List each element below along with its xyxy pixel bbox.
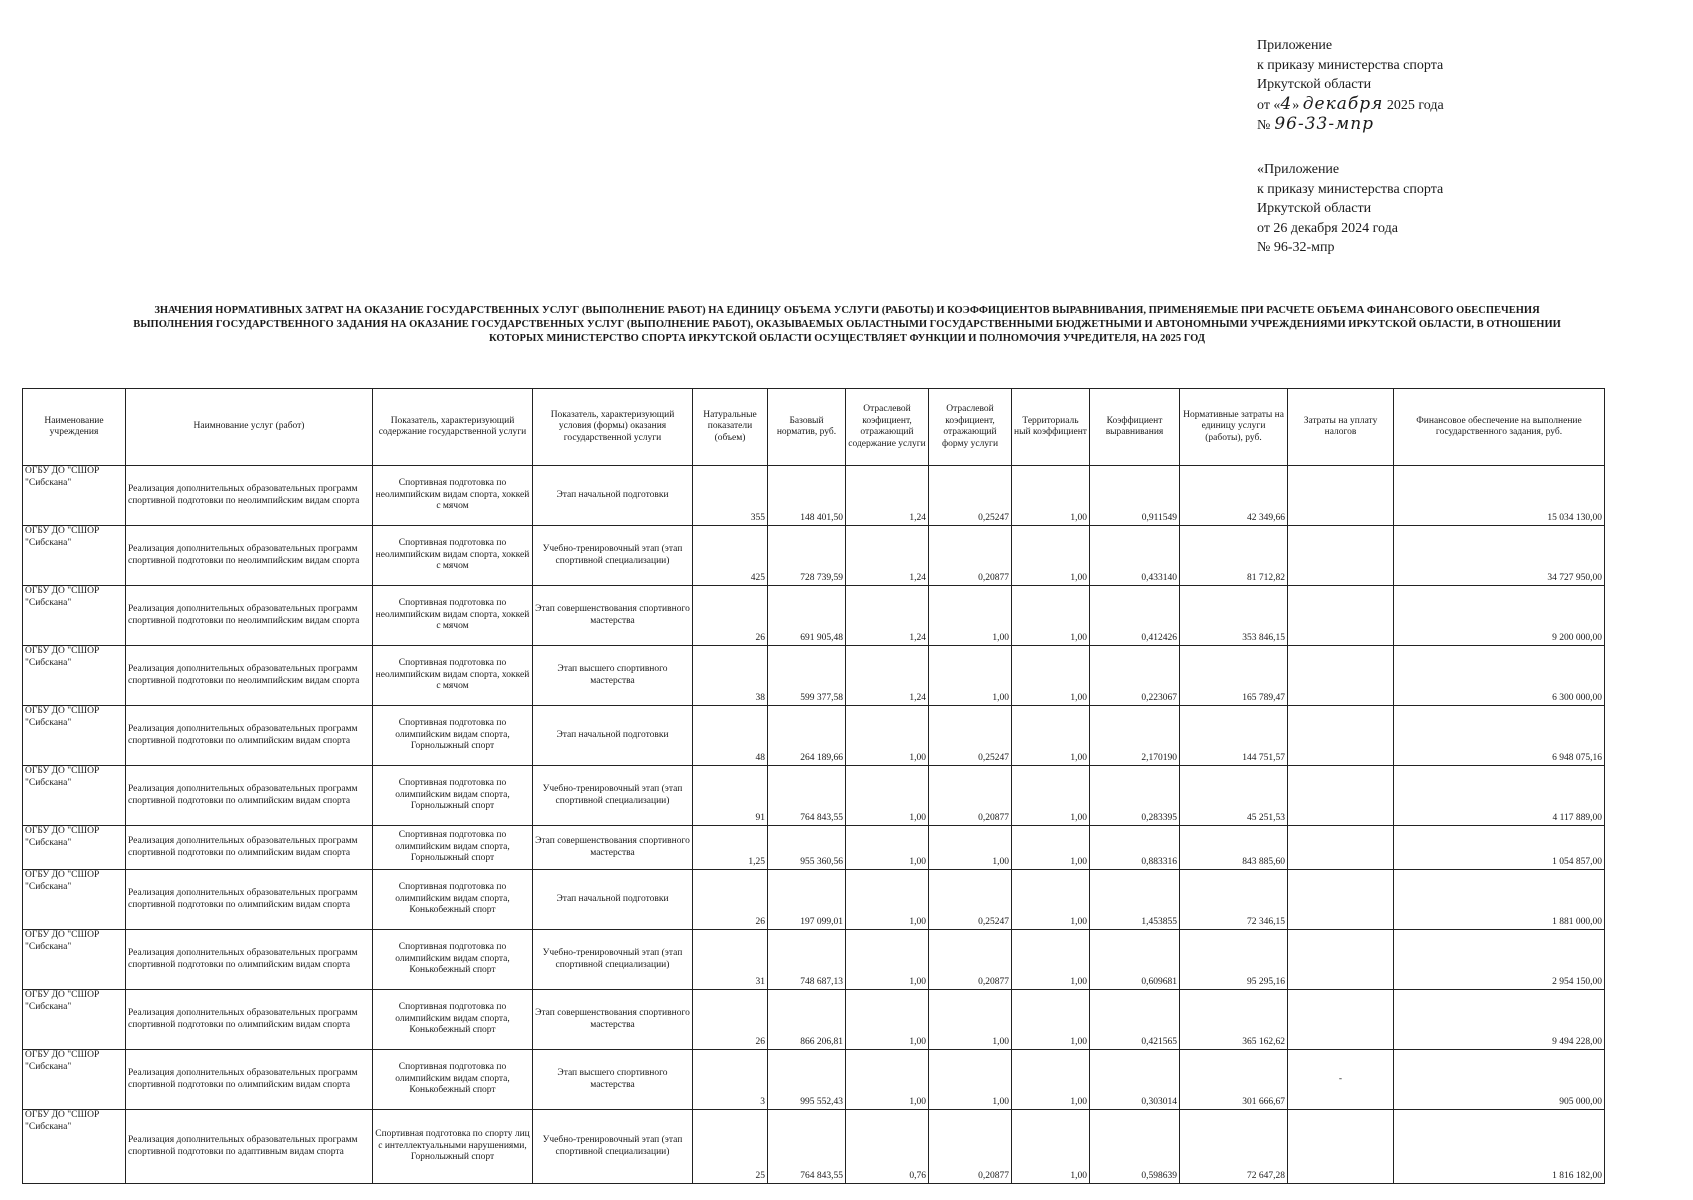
header-cell: Финансовое обеспечение на выполнение государственного задания, руб. [1394, 389, 1605, 466]
form-indicator-cell: Этап начальной подготовки [533, 706, 693, 766]
content-indicator-cell: Спортивная подготовка по олимпийским видам спорта, Конькобежный спорт [373, 990, 533, 1050]
header-cell: Отраслевой коэфициент, отражающий содержание услуги [846, 389, 929, 466]
alignment-coef-cell: 1,453855 [1090, 870, 1180, 930]
org-cell: ОГБУ ДО "СШОР "Сибскана" [23, 766, 126, 826]
tax-cell [1288, 766, 1394, 826]
service-cell: Реализация дополнительных образовательных программ спортивной подготовки по олимпийским видам спорта [126, 826, 373, 870]
header-cell: Отраслевой коэфициент, отражающий форму услуги [929, 389, 1012, 466]
content-indicator-cell: Спортивная подготовка по олимпийским видам спорта, Конькобежный спорт [373, 1050, 533, 1110]
unit-cost-cell: 301 666,67 [1180, 1050, 1288, 1110]
content-coef-cell: 1,00 [846, 1050, 929, 1110]
volume-cell: 31 [693, 930, 768, 990]
content-indicator-cell: Спортивная подготовка по неолимпийским видам спорта, хоккей с мячом [373, 646, 533, 706]
service-cell: Реализация дополнительных образовательных программ спортивной подготовки по олимпийским видам спорта [126, 870, 373, 930]
tax-cell [1288, 930, 1394, 990]
table-row [23, 870, 1605, 930]
territorial-coef-cell: 1,00 [1012, 930, 1090, 990]
form-indicator-cell: Учебно-тренировочный этап (этап спортивной специализации) [533, 1110, 693, 1184]
appendix-line: Иркутской области [1257, 77, 1372, 92]
appendix-line: от 26 декабря 2024 года [1257, 220, 1398, 236]
tax-cell [1288, 1110, 1394, 1184]
content-indicator-cell: Спортивная подготовка по олимпийским видам спорта, Горнолыжный спорт [373, 706, 533, 766]
base-norm-cell: 748 687,13 [768, 930, 846, 990]
finance-cell: 6 300 000,00 [1394, 646, 1605, 706]
appendix-date [1257, 95, 1444, 116]
finance-cell: 1 881 000,00 [1394, 870, 1605, 930]
finance-cell: 9 494 228,00 [1394, 990, 1605, 1050]
content-coef-cell: 1,00 [846, 766, 929, 826]
territorial-coef-cell: 1,00 [1012, 826, 1090, 870]
appendix-line: Приложение [1257, 38, 1333, 53]
volume-cell: 38 [693, 646, 768, 706]
base-norm-cell: 764 843,55 [768, 1110, 846, 1184]
unit-cost-cell: 365 162,62 [1180, 990, 1288, 1050]
territorial-coef-cell: 1,00 [1012, 586, 1090, 646]
territorial-coef-cell: 1,00 [1012, 1050, 1090, 1110]
content-coef-cell: 0,76 [846, 1110, 929, 1184]
appendix-line: Иркутской области [1257, 201, 1372, 216]
form-indicator-cell: Учебно-тренировочный этап (этап спортивной специализации) [533, 766, 693, 826]
number-handwritten: 96-33-мпр [1274, 114, 1375, 134]
service-cell: Реализация дополнительных образовательных программ спортивной подготовки по неолимпийским видам спорта [126, 526, 373, 586]
appendix-header [1257, 36, 1444, 136]
content-indicator-cell: Спортивная подготовка по олимпийским видам спорта, Конькобежный спорт [373, 870, 533, 930]
table-header-row [23, 389, 1605, 466]
table-row [23, 930, 1605, 990]
normative-costs-table-wrapper [22, 388, 1604, 1184]
header-cell: Показатель, характеризующий условия (формы) оказания государственной услуги [533, 389, 693, 466]
alignment-coef-cell: 0,283395 [1090, 766, 1180, 826]
form-coef-cell: 0,20877 [929, 1110, 1012, 1184]
unit-cost-cell: 144 751,57 [1180, 706, 1288, 766]
table-body [23, 466, 1605, 1184]
finance-cell: 34 727 950,00 [1394, 526, 1605, 586]
table-row [23, 466, 1605, 526]
volume-cell: 355 [693, 466, 768, 526]
volume-cell: 26 [693, 586, 768, 646]
org-cell: ОГБУ ДО "СШОР "Сибскана" [23, 646, 126, 706]
service-cell: Реализация дополнительных образовательных программ спортивной подготовки по неолимпийским видам спорта [126, 646, 373, 706]
table-row [23, 1110, 1605, 1184]
service-cell: Реализация дополнительных образовательных программ спортивной подготовки по адаптивным видам спорта [126, 1110, 373, 1184]
form-indicator-cell: Учебно-тренировочный этап (этап спортивной специализации) [533, 526, 693, 586]
alignment-coef-cell: 0,911549 [1090, 466, 1180, 526]
form-coef-cell: 0,20877 [929, 930, 1012, 990]
content-indicator-cell: Спортивная подготовка по спорту лиц с интеллектуальными нарушениями, Горнолыжный спорт [373, 1110, 533, 1184]
appendix-number [1257, 115, 1444, 136]
alignment-coef-cell: 0,412426 [1090, 586, 1180, 646]
tax-cell [1288, 466, 1394, 526]
base-norm-cell: 691 905,48 [768, 586, 846, 646]
content-coef-cell: 1,24 [846, 466, 929, 526]
unit-cost-cell: 81 712,82 [1180, 526, 1288, 586]
appendix-line: № 96-32-мпр [1257, 240, 1335, 255]
territorial-coef-cell: 1,00 [1012, 466, 1090, 526]
tax-cell [1288, 646, 1394, 706]
finance-cell: 6 948 075,16 [1394, 706, 1605, 766]
form-indicator-cell: Этап начальной подготовки [533, 870, 693, 930]
alignment-coef-cell: 0,598639 [1090, 1110, 1180, 1184]
org-cell: ОГБУ ДО "СШОР "Сибскана" [23, 930, 126, 990]
table-row [23, 1050, 1605, 1110]
form-indicator-cell: Учебно-тренировочный этап (этап спортивной специализации) [533, 930, 693, 990]
content-coef-cell: 1,00 [846, 990, 929, 1050]
org-cell: ОГБУ ДО "СШОР "Сибскана" [23, 586, 126, 646]
org-cell: ОГБУ ДО "СШОР "Сибскана" [23, 526, 126, 586]
number-prefix: № [1257, 118, 1271, 133]
title-line: ВЫПОЛНЕНИЯ ГОСУДАРСТВЕННОГО ЗАДАНИЯ НА ОКАЗАНИЕ ГОСУДАРСТВЕННЫХ УСЛУГ (ВЫПОЛНЕНИЕ РАБОТ), ОКАЗЫВАЕМЫХ ОБЛАСТНЫМИ ГОСУДАРСТВЕННЫМИ БЮДЖЕТНЫМИ И АВТОНОМНЫМИ УЧРЕЖДЕНИЯМИ ИРКУТСКОЙ ОБЛАСТИ, В ОТНОШЕНИИ [133, 319, 1561, 330]
territorial-coef-cell: 1,00 [1012, 766, 1090, 826]
finance-cell: 9 200 000,00 [1394, 586, 1605, 646]
service-cell: Реализация дополнительных образовательных программ спортивной подготовки по неолимпийским видам спорта [126, 466, 373, 526]
date-prefix: от « [1257, 97, 1281, 113]
territorial-coef-cell: 1,00 [1012, 646, 1090, 706]
tax-cell [1288, 706, 1394, 766]
header-cell: Коэффициент выравнивания [1090, 389, 1180, 466]
header-cell: Территориаль ный коэффициент [1012, 389, 1090, 466]
form-coef-cell: 1,00 [929, 826, 1012, 870]
base-norm-cell: 599 377,58 [768, 646, 846, 706]
org-cell: ОГБУ ДО "СШОР "Сибскана" [23, 826, 126, 870]
form-coef-cell: 0,20877 [929, 526, 1012, 586]
base-norm-cell: 728 739,59 [768, 526, 846, 586]
service-cell: Реализация дополнительных образовательных программ спортивной подготовки по олимпийским видам спорта [126, 1050, 373, 1110]
title-line: ЗНАЧЕНИЯ НОРМАТИВНЫХ ЗАТРАТ НА ОКАЗАНИЕ ГОСУДАРСТВЕННЫХ УСЛУГ (ВЫПОЛНЕНИЕ РАБОТ) НА ЕДИНИЦУ ОБЪЕМА УСЛУГИ (РАБОТЫ) И КОЭФФИЦИЕНТОВ ВЫРАВНИВАНИЯ, ПРИМЕНЯЕМЫЕ ПРИ РАСЧЕТЕ ОБЪЕМА ФИНАНСОВОГО ОБЕСПЕЧЕНИЯ [154, 305, 1540, 316]
appendix-line: к приказу министерства спорта [1257, 181, 1444, 197]
form-indicator-cell: Этап начальной подготовки [533, 466, 693, 526]
volume-cell: 1,25 [693, 826, 768, 870]
service-cell: Реализация дополнительных образовательных программ спортивной подготовки по неолимпийским видам спорта [126, 586, 373, 646]
appendix-line: к приказу министерства спорта [1257, 57, 1444, 73]
finance-cell: 1 816 182,00 [1394, 1110, 1605, 1184]
unit-cost-cell: 165 789,47 [1180, 646, 1288, 706]
header-cell: Наимнование услуг (работ) [126, 389, 373, 466]
territorial-coef-cell: 1,00 [1012, 526, 1090, 586]
org-cell: ОГБУ ДО "СШОР "Сибскана" [23, 1110, 126, 1184]
org-cell: ОГБУ ДО "СШОР "Сибскана" [23, 1050, 126, 1110]
base-norm-cell: 148 401,50 [768, 466, 846, 526]
date-year: 2025 года [1386, 97, 1444, 113]
finance-cell: 905 000,00 [1394, 1050, 1605, 1110]
table-row [23, 646, 1605, 706]
territorial-coef-cell: 1,00 [1012, 870, 1090, 930]
volume-cell: 26 [693, 870, 768, 930]
form-coef-cell: 0,25247 [929, 466, 1012, 526]
service-cell: Реализация дополнительных образовательных программ спортивной подготовки по олимпийским видам спорта [126, 766, 373, 826]
org-cell: ОГБУ ДО "СШОР "Сибскана" [23, 466, 126, 526]
content-indicator-cell: Спортивная подготовка по олимпийским видам спорта, Горнолыжный спорт [373, 766, 533, 826]
header-cell: Натуральные показатели (объем) [693, 389, 768, 466]
org-cell: ОГБУ ДО "СШОР "Сибскана" [23, 870, 126, 930]
unit-cost-cell: 42 349,66 [1180, 466, 1288, 526]
content-indicator-cell: Спортивная подготовка по неолимпийским видам спорта, хоккей с мячом [373, 586, 533, 646]
table-row [23, 766, 1605, 826]
base-norm-cell: 866 206,81 [768, 990, 846, 1050]
date-day-handwritten: 4 [1280, 93, 1293, 114]
form-indicator-cell: Этап высшего спортивного мастерства [533, 1050, 693, 1110]
tax-cell [1288, 526, 1394, 586]
table-row [23, 826, 1605, 870]
service-cell: Реализация дополнительных образовательных программ спортивной подготовки по олимпийским видам спорта [126, 990, 373, 1050]
tax-cell [1288, 870, 1394, 930]
normative-costs-table [22, 388, 1605, 1184]
alignment-coef-cell: 0,303014 [1090, 1050, 1180, 1110]
base-norm-cell: 197 099,01 [768, 870, 846, 930]
form-indicator-cell: Этап совершенствования спортивного мастерства [533, 990, 693, 1050]
unit-cost-cell: 72 647,28 [1180, 1110, 1288, 1184]
form-coef-cell: 1,00 [929, 586, 1012, 646]
volume-cell: 25 [693, 1110, 768, 1184]
alignment-coef-cell: 0,433140 [1090, 526, 1180, 586]
document-title [22, 304, 1672, 346]
form-coef-cell: 1,00 [929, 646, 1012, 706]
volume-cell: 26 [693, 990, 768, 1050]
alignment-coef-cell: 0,609681 [1090, 930, 1180, 990]
table-row [23, 526, 1605, 586]
unit-cost-cell: 72 346,15 [1180, 870, 1288, 930]
previous-appendix-header [1257, 160, 1443, 258]
unit-cost-cell: 353 846,15 [1180, 586, 1288, 646]
territorial-coef-cell: 1,00 [1012, 706, 1090, 766]
content-coef-cell: 1,00 [846, 930, 929, 990]
volume-cell: 3 [693, 1050, 768, 1110]
unit-cost-cell: 95 295,16 [1180, 930, 1288, 990]
territorial-coef-cell: 1,00 [1012, 1110, 1090, 1184]
table-row [23, 706, 1605, 766]
date-mid: » [1292, 97, 1300, 113]
finance-cell: 4 117 889,00 [1394, 766, 1605, 826]
base-norm-cell: 955 360,56 [768, 826, 846, 870]
header-cell: Базовый норматив, руб. [768, 389, 846, 466]
appendix-line: «Приложение [1257, 162, 1340, 177]
service-cell: Реализация дополнительных образовательных программ спортивной подготовки по олимпийским видам спорта [126, 930, 373, 990]
content-indicator-cell: Спортивная подготовка по неолимпийским видам спорта, хоккей с мячом [373, 466, 533, 526]
base-norm-cell: 264 189,66 [768, 706, 846, 766]
content-coef-cell: 1,24 [846, 586, 929, 646]
form-indicator-cell: Этап совершенствования спортивного мастерства [533, 586, 693, 646]
content-coef-cell: 1,00 [846, 870, 929, 930]
title-line: КОТОРЫХ МИНИСТЕРСТВО СПОРТА ИРКУТСКОЙ ОБЛАСТИ ОСУЩЕСТВЛЯЕТ ФУНКЦИИ И ПОЛНОМОЧИЯ УЧРЕДИТЕЛЯ, НА 2025 ГОД [489, 333, 1205, 344]
territorial-coef-cell: 1,00 [1012, 990, 1090, 1050]
form-coef-cell: 0,20877 [929, 766, 1012, 826]
tax-cell: - [1288, 1050, 1394, 1110]
volume-cell: 91 [693, 766, 768, 826]
date-month-handwritten: декабря [1302, 93, 1384, 114]
header-cell: Наименование учреждения [23, 389, 126, 466]
form-coef-cell: 1,00 [929, 990, 1012, 1050]
content-indicator-cell: Спортивная подготовка по неолимпийским видам спорта, хоккей с мячом [373, 526, 533, 586]
service-cell: Реализация дополнительных образовательных программ спортивной подготовки по олимпийским видам спорта [126, 706, 373, 766]
unit-cost-cell: 843 885,60 [1180, 826, 1288, 870]
form-coef-cell: 0,25247 [929, 870, 1012, 930]
org-cell: ОГБУ ДО "СШОР "Сибскана" [23, 990, 126, 1050]
header-cell: Затраты на уплату налогов [1288, 389, 1394, 466]
content-indicator-cell: Спортивная подготовка по олимпийским видам спорта, Конькобежный спорт [373, 930, 533, 990]
base-norm-cell: 995 552,43 [768, 1050, 846, 1110]
base-norm-cell: 764 843,55 [768, 766, 846, 826]
tax-cell [1288, 586, 1394, 646]
form-coef-cell: 1,00 [929, 1050, 1012, 1110]
alignment-coef-cell: 0,421565 [1090, 990, 1180, 1050]
table-row [23, 990, 1605, 1050]
form-indicator-cell: Этап высшего спортивного мастерства [533, 646, 693, 706]
content-coef-cell: 1,24 [846, 526, 929, 586]
content-coef-cell: 1,00 [846, 706, 929, 766]
finance-cell: 2 954 150,00 [1394, 930, 1605, 990]
alignment-coef-cell: 0,883316 [1090, 826, 1180, 870]
volume-cell: 425 [693, 526, 768, 586]
content-indicator-cell: Спортивная подготовка по олимпийским видам спорта, Горнолыжный спорт [373, 826, 533, 870]
org-cell: ОГБУ ДО "СШОР "Сибскана" [23, 706, 126, 766]
content-coef-cell: 1,24 [846, 646, 929, 706]
alignment-coef-cell: 0,223067 [1090, 646, 1180, 706]
table-row [23, 586, 1605, 646]
tax-cell [1288, 990, 1394, 1050]
content-coef-cell: 1,00 [846, 826, 929, 870]
tax-cell [1288, 826, 1394, 870]
form-indicator-cell: Этап совершенствования спортивного мастерства [533, 826, 693, 870]
form-coef-cell: 0,25247 [929, 706, 1012, 766]
volume-cell: 48 [693, 706, 768, 766]
header-cell: Нормативные затраты на единицу услуги (работы), руб. [1180, 389, 1288, 466]
header-cell: Показатель, характеризующий содержание государственной услуги [373, 389, 533, 466]
unit-cost-cell: 45 251,53 [1180, 766, 1288, 826]
finance-cell: 1 054 857,00 [1394, 826, 1605, 870]
alignment-coef-cell: 2,170190 [1090, 706, 1180, 766]
finance-cell: 15 034 130,00 [1394, 466, 1605, 526]
